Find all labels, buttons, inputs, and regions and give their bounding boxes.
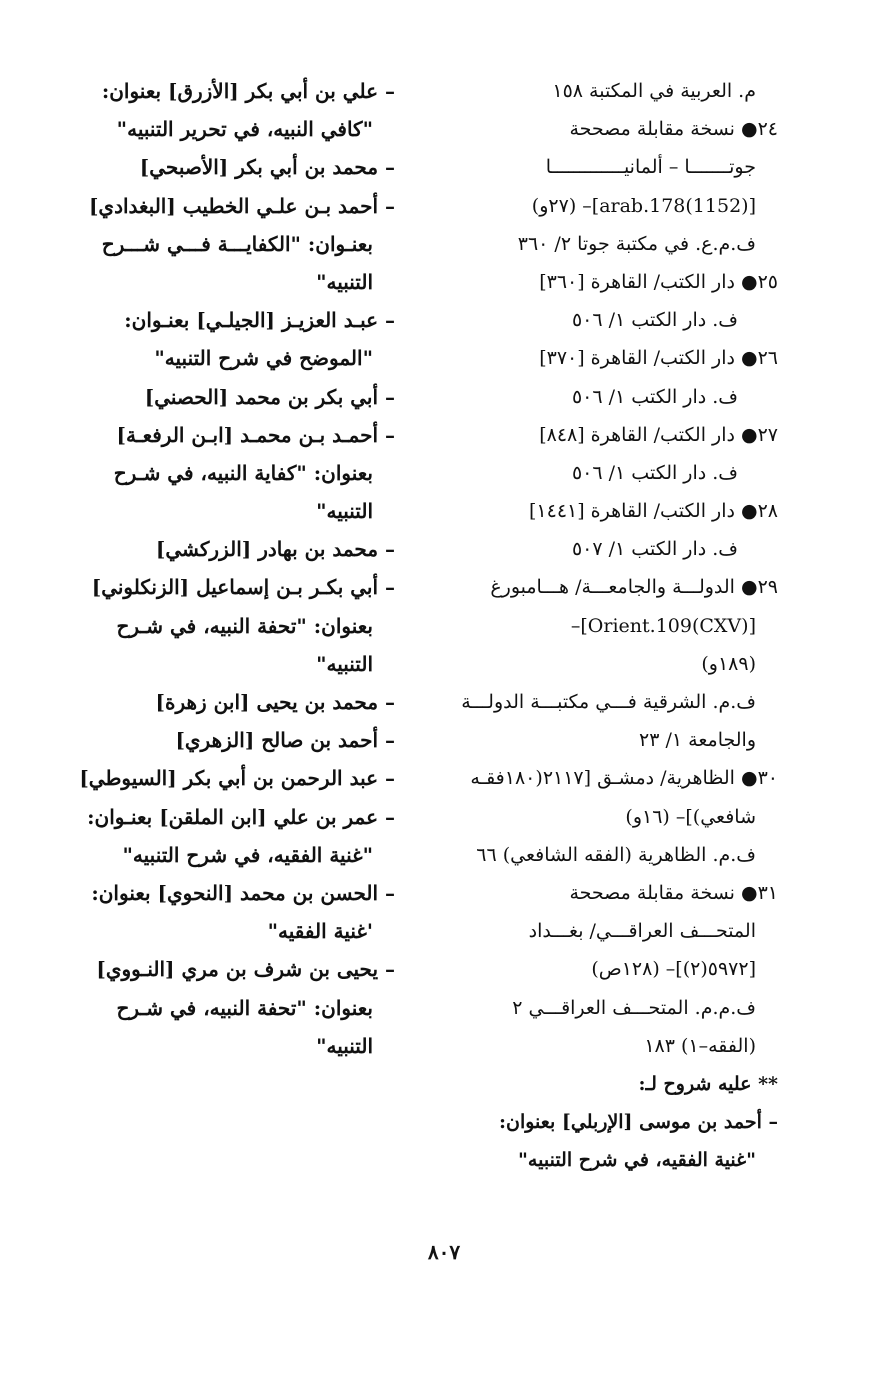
page-number: ٨٠٧ [427,1240,461,1264]
left-column-line: – أحمد بـن علـي الخطيب [البغدادي] [88,193,395,218]
left-column-line: – الحسن بن محمد [النحوي] بعنوان: [91,880,395,905]
right-column-line: ٣١● نسخة مقابلة مصححة [569,881,778,904]
right-column-line: ٣٠● الظاهرية/ دمشـق [٢١١٧(١٨٠فقـه [470,767,778,790]
left-column-line: – علي بن أبي بكر [الأزرق] بعنوان: [101,79,395,103]
left-column-line: "كافي النبيه، في تحرير التنبيه" [116,117,373,142]
left-column-line: بعنوان: "كفاية النبيه، في شـرح [113,460,373,485]
left-column-line: – يحيى بن شرف بن مري [النـووي] [96,957,395,982]
right-column-line: ٢٧● دار الكتب/ القاهرة [٨٤٨] [539,423,778,446]
left-column-line: "الموضح في شرح التنبيه" [154,346,373,371]
right-column-line: ٢٩● الدولـــة والجامعـــة/ هـــامبورغ [490,576,778,599]
left-column-line: بعنوان: "تحفة النبيه، في شـرح [116,995,373,1020]
right-column-line: ف.م. الشرقية فـــي مكتبـــة الدولـــة [461,691,756,713]
right-column-line: (١٨٩و) [701,652,756,675]
right-column-line: [Orient.109(CXV)]– [570,614,756,637]
right-column-line: "غنية الفقيه، في شرح التنبيه" [518,1149,756,1172]
left-column-line: – محمد بن بهادر [الزركشي] [155,537,395,562]
right-column-line: ٢٦● دار الكتب/ القاهرة [٣٧٠] [539,347,778,370]
right-column-line: [arab.178(1152)]– (٢٧و) [531,194,756,217]
right-column [448,72,778,1179]
right-column-line: ٢٨● دار الكتب/ القاهرة [١٤٤١] [528,500,778,523]
left-column-line: – محمد بن يحيى [ابن زهرة] [155,690,395,714]
right-column-line: ف. دار الكتب ١/ ٥٠٧ [571,538,738,561]
right-column-line: م. العربية في المكتبة ١٥٨ [552,80,756,102]
right-column-line: والجامعة ١/ ٢٣ [639,729,756,752]
left-column-line: – أحمـد بـن محمـد [ابـن الرفعـة] [116,422,395,447]
right-column-line: ف. دار الكتب ١/ ٥٠٦ [571,461,738,484]
right-column-line: [٥٩٧٢(٢)]– (١٢٨ص) [591,958,756,981]
right-column-line: ٢٥● دار الكتب/ القاهرة [٣٦٠] [539,270,778,293]
right-column-line: ف.م.م. المتحـــف العراقـــي ٢ [512,996,756,1019]
left-column-line: – أبي بكر بن محمد [الحصني] [144,384,395,409]
left-column [60,72,395,1065]
right-column-line: ف. دار الكتب ١/ ٥٠٦ [571,309,738,332]
right-column-line: المتحـــف العراقـــي/ بغـــداد [528,920,756,943]
right-column-line: ٢٤● نسخة مقابلة مصححة [569,118,778,141]
left-column-line: التنبيه" [316,269,373,294]
left-column-line: – عمر بن علي [ابن الملقن] بعنـوان: [87,804,395,829]
right-column-line: ف.م. الظاهرية (الفقه الشافعي) ٦٦ [476,843,756,866]
left-column-line: – أبي بكـر بـن إسماعيل [الزنكلوني] [91,575,395,600]
left-column-line: 'غنية الفقيه" [267,919,373,944]
left-column-line: – محمد بن أبي بكر [الأصبحي] [139,155,395,180]
left-column-line: التنبيه" [316,651,373,676]
right-column-line: ف.م.ع. في مكتبة جوتا ٢/ ٣٦٠ [517,232,756,255]
left-column-line: بعنـوان: "الكفايـــة فـــي شـــرح [101,231,373,256]
left-column-line: "غنية الفقيه، في شرح التنبيه" [122,842,373,867]
right-column-line: ** عليه شروح لـ: [638,1072,778,1095]
left-column-line: – أحمد بن صالح [الزهري] [175,728,395,753]
right-column-line: جوتـــــــا – ألمانيـــــــــــــا [545,156,756,179]
left-column-line: بعنوان: "تحفة النبيه، في شـرح [116,613,373,638]
left-column-line: التنبيه" [316,1033,373,1058]
left-column-line: – عبـد العزيـز [الجيلـي] بعنـوان: [124,308,395,333]
right-column-line: – أحمد بن موسى [الإربلي] بعنوان: [499,1111,778,1134]
right-column-line: ف. دار الكتب ١/ ٥٠٦ [571,385,738,408]
right-column-line: شافعي)]– (١٦و) [625,805,756,828]
left-column-line: التنبيه" [316,499,373,524]
right-column-line: (الفقه–١) ١٨٣ [644,1034,756,1057]
left-column-line: – عبد الرحمن بن أبي بكر [السيوطي] [79,766,395,791]
